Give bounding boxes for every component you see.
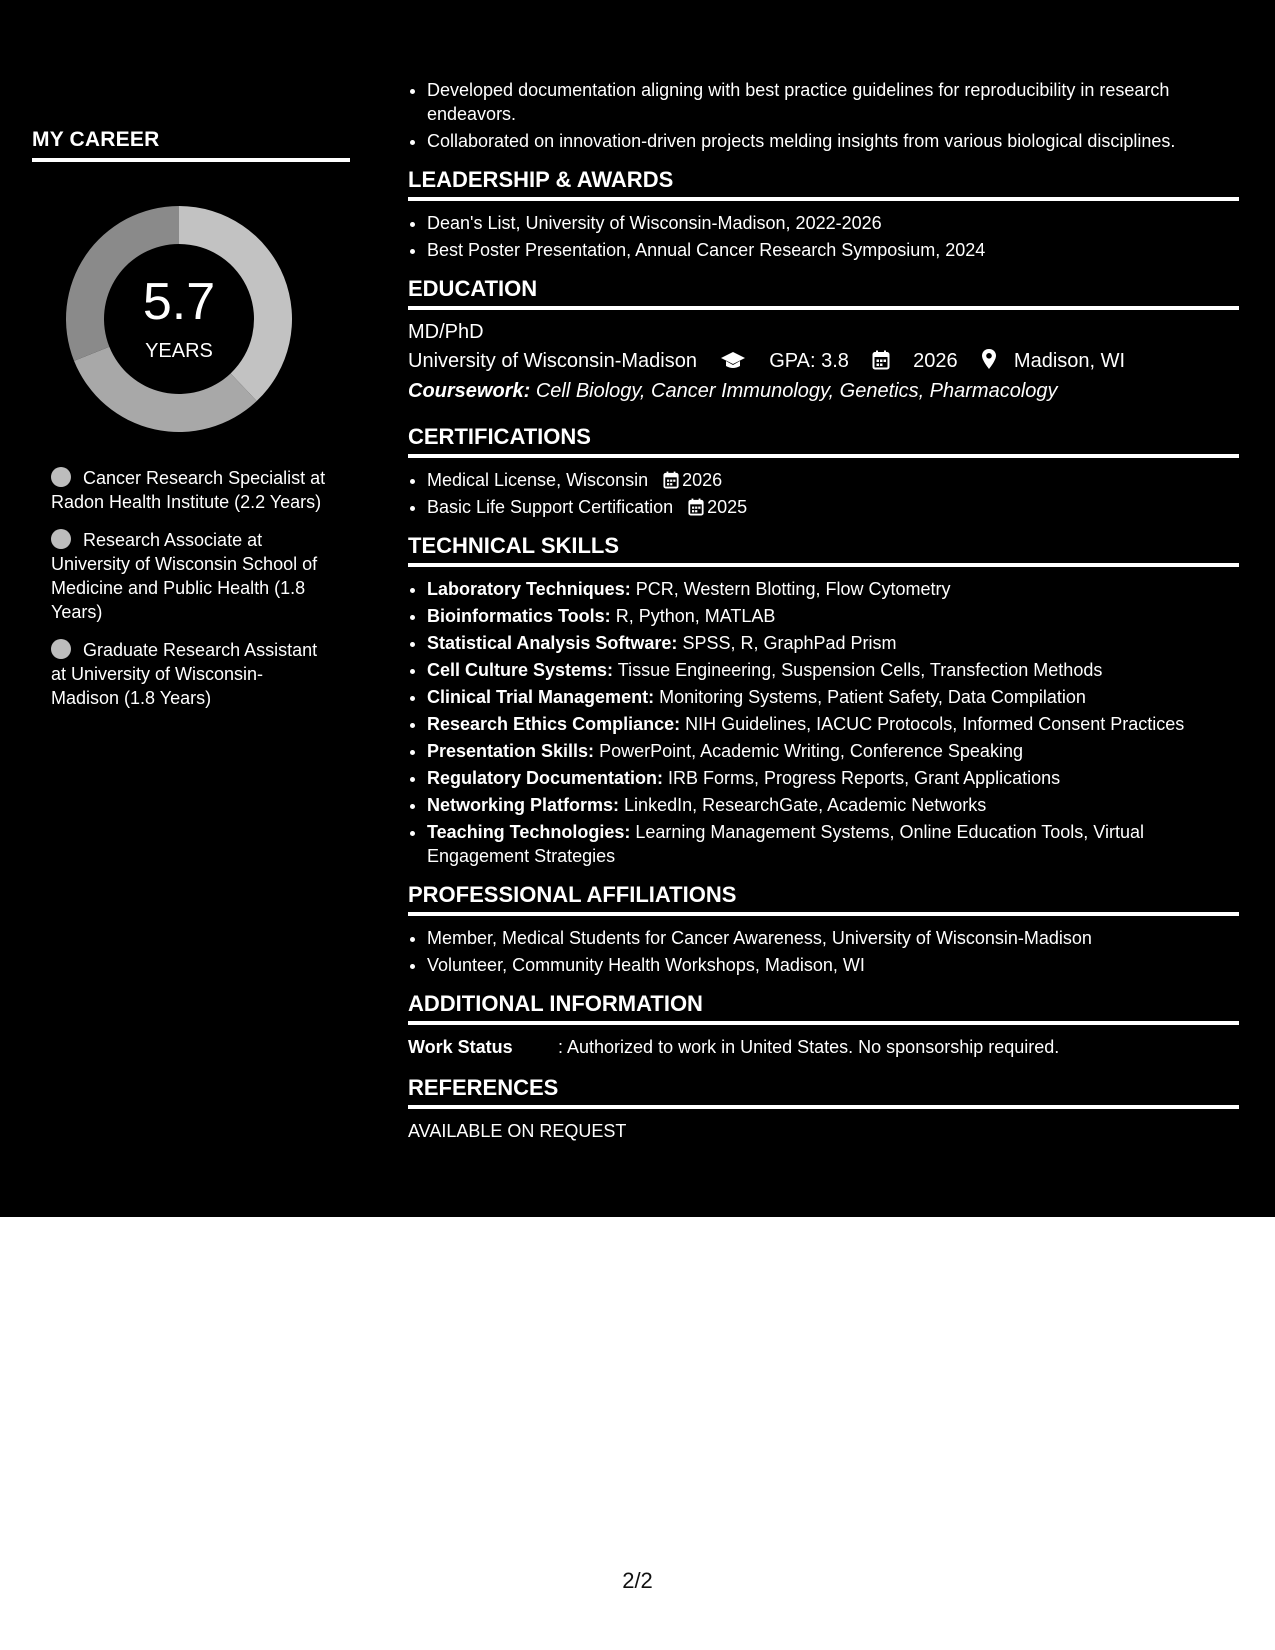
timeline-dot-icon xyxy=(51,639,71,659)
experience-bullet: • Developed documentation aligning with best practice guidelines for reproducibility in research endeavors. xyxy=(427,78,1239,126)
section-title: LEADERSHIP & AWARDS xyxy=(408,167,1239,201)
timeline-item xyxy=(51,466,326,514)
calendar-icon xyxy=(688,498,704,516)
skill-item xyxy=(427,658,1239,682)
certification-date xyxy=(663,470,722,490)
map-pin-icon xyxy=(981,348,997,370)
timeline-item xyxy=(51,528,326,624)
certification-year: 2025 xyxy=(707,497,748,517)
work-status-row xyxy=(408,1035,1239,1059)
skill-item xyxy=(427,604,1239,628)
skill-item xyxy=(427,631,1239,655)
list-item xyxy=(427,468,1239,492)
additional-info-section xyxy=(408,991,1239,1059)
certification-name: Medical License, Wisconsin xyxy=(427,470,649,490)
coursework-list: Cell Biology, Cancer Immunology, Genetics, Pharmacology xyxy=(535,380,1058,402)
references-text: AVAILABLE ON REQUEST xyxy=(408,1121,627,1141)
skill-item xyxy=(427,820,1239,868)
timeline-item-text: Cancer Research Specialist at Radon Health Institute (2.2 Years) xyxy=(51,468,326,512)
section-title: EDUCATION xyxy=(408,276,1239,310)
calendar-icon xyxy=(872,350,890,370)
list-item: • Member, Medical Students for Cancer Awareness, University of Wisconsin-Madison xyxy=(427,926,1239,950)
skill-label: Clinical Trial Management: xyxy=(427,687,655,707)
experience-bullets xyxy=(408,78,1239,153)
sidebar xyxy=(0,0,380,1217)
skill-value: LinkedIn, ResearchGate, Academic Networks xyxy=(624,795,987,815)
skill-item xyxy=(427,793,1239,817)
skills-section xyxy=(408,533,1239,868)
main-content xyxy=(408,78,1239,1143)
skill-label: Cell Culture Systems: xyxy=(427,660,614,680)
total-years-value: 5.7 xyxy=(142,273,216,331)
affiliations-section xyxy=(408,882,1239,977)
certification-name: Basic Life Support Certification xyxy=(427,497,674,517)
list-item: • Volunteer, Community Health Workshops, Madison, WI xyxy=(427,953,1239,977)
calendar-icon xyxy=(663,471,679,489)
skill-item xyxy=(427,577,1239,601)
list-item xyxy=(427,495,1239,519)
education-section xyxy=(408,276,1239,406)
skill-label: Presentation Skills: xyxy=(427,741,595,761)
section-title: REFERENCES xyxy=(408,1075,1239,1109)
timeline-dot-icon xyxy=(51,529,71,549)
total-years-unit: YEARS xyxy=(145,340,213,362)
certification-year: 2026 xyxy=(682,470,723,490)
location: Madison, WI xyxy=(1013,350,1126,372)
skill-value: Tissue Engineering, Suspension Cells, Transfection Methods xyxy=(617,660,1103,680)
skill-value: SPSS, R, GraphPad Prism xyxy=(682,633,897,653)
timeline-item-text: Research Associate at University of Wisconsin School of Medicine and Public Health (1.8 Years) xyxy=(51,530,318,622)
gpa: GPA: 3.8 xyxy=(769,350,849,372)
timeline-dot-icon xyxy=(51,467,71,487)
work-status-label: Work Status xyxy=(408,1037,513,1057)
work-status-value: : Authorized to work in United States. No sponsorship required. xyxy=(558,1037,1060,1057)
list-item: • Dean's List, University of Wisconsin-Madison, 2022-2026 xyxy=(427,211,1239,235)
section-title: CERTIFICATIONS xyxy=(408,424,1239,458)
skill-value: PCR, Western Blotting, Flow Cytometry xyxy=(635,579,951,599)
career-timeline xyxy=(51,466,326,724)
coursework-label: Coursework: xyxy=(408,380,531,402)
skill-label: Statistical Analysis Software: xyxy=(427,633,678,653)
skill-label: Teaching Technologies: xyxy=(427,822,631,842)
section-title: PROFESSIONAL AFFILIATIONS xyxy=(408,882,1239,916)
section-title: TECHNICAL SKILLS xyxy=(408,533,1239,567)
skill-label: Regulatory Documentation: xyxy=(427,768,664,788)
education-details xyxy=(408,346,1239,376)
degree: MD/PhD xyxy=(408,321,484,343)
leadership-section xyxy=(408,167,1239,262)
skill-value: Monitoring Systems, Patient Safety, Data Compilation xyxy=(659,687,1086,707)
page-number: 2/2 xyxy=(622,1568,653,1593)
donut-center xyxy=(66,206,292,432)
skills-list xyxy=(408,577,1239,868)
skill-value: NIH Guidelines, IACUC Protocols, Informed Consent Practices xyxy=(685,714,1185,734)
coursework xyxy=(408,376,1239,406)
certification-date xyxy=(688,497,747,517)
skill-label: Networking Platforms: xyxy=(427,795,620,815)
affiliations-list xyxy=(408,926,1239,977)
skill-value: PowerPoint, Academic Writing, Conference Speaking xyxy=(599,741,1023,761)
graduation-year: 2026 xyxy=(913,350,958,372)
skill-label: Laboratory Techniques: xyxy=(427,579,631,599)
career-heading: MY CAREER xyxy=(32,128,350,162)
skill-value: IRB Forms, Progress Reports, Grant Applications xyxy=(668,768,1061,788)
skill-item xyxy=(427,712,1239,736)
list-item: • Best Poster Presentation, Annual Cancer Research Symposium, 2024 xyxy=(427,238,1239,262)
skill-label: Bioinformatics Tools: xyxy=(427,606,611,626)
certifications-section xyxy=(408,424,1239,519)
timeline-item-text: Graduate Research Assistant at University of Wisconsin-Madison (1.8 Years) xyxy=(51,640,318,708)
leadership-list xyxy=(408,211,1239,262)
skill-value: Learning Management Systems, Online Education Tools, Virtual Engagement Strategies xyxy=(427,822,1144,866)
section-title: ADDITIONAL INFORMATION xyxy=(408,991,1239,1025)
skill-item xyxy=(427,739,1239,763)
timeline-item xyxy=(51,638,326,710)
graduation-cap-icon xyxy=(720,350,746,370)
certifications-list xyxy=(408,468,1239,519)
skill-label: Research Ethics Compliance: xyxy=(427,714,681,734)
school-name: University of Wisconsin-Madison xyxy=(408,350,697,372)
skill-value: R, Python, MATLAB xyxy=(615,606,776,626)
skill-item xyxy=(427,766,1239,790)
experience-bullet: • Collaborated on innovation-driven projects melding insights from various biological disciplines. xyxy=(427,129,1239,153)
references-section xyxy=(408,1075,1239,1143)
skill-item xyxy=(427,685,1239,709)
